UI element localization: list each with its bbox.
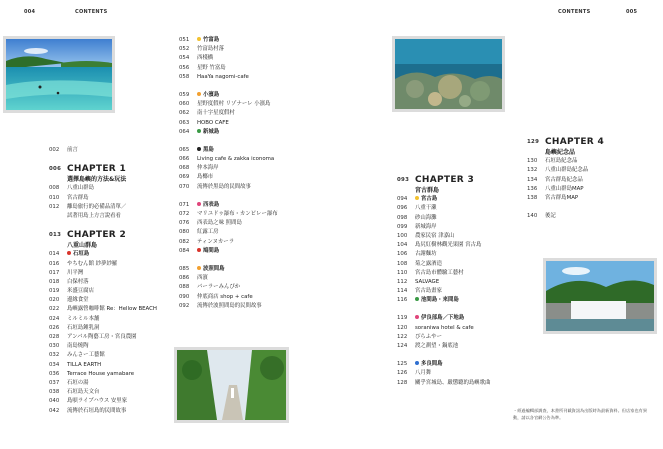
entry-title: 石垣島 <box>73 251 90 258</box>
entry-title: 石垣の湯 <box>67 379 89 386</box>
page-number: 062 <box>179 110 190 117</box>
page-number: 040 <box>49 398 60 405</box>
page-number: 096 <box>397 205 408 212</box>
page-number: 022 <box>49 306 60 313</box>
toc-entry[interactable] <box>397 260 537 269</box>
toc-entry[interactable] <box>179 128 309 137</box>
page-number: 130 <box>527 158 538 165</box>
toc-entry[interactable] <box>179 119 309 128</box>
page-number: 088 <box>179 284 190 291</box>
page-number: 016 <box>49 260 60 267</box>
entry-title: 西濱 <box>197 275 208 282</box>
page-number: 071 <box>179 201 190 208</box>
chapter-subtitle: 選擇島嶼的方法&玩法 <box>67 176 127 184</box>
page-number: 002 <box>49 147 60 153</box>
chapter-subtitle: 宮古群島 <box>415 187 440 194</box>
entry-title: 島尻紅樹林觀光果園 宮古島 <box>415 242 482 249</box>
toc-entry[interactable] <box>179 109 309 118</box>
page-number: 028 <box>49 334 60 340</box>
entry-title: 八重山群島 <box>67 185 94 192</box>
page-number: 064 <box>179 128 190 135</box>
page-number: 026 <box>49 324 60 331</box>
entry-title: 砂山海灘 <box>415 214 437 221</box>
page-number: 066 <box>179 156 190 163</box>
toc-entry[interactable] <box>397 324 537 333</box>
chapter-4-heading[interactable] <box>527 137 657 148</box>
entry-title: 星野度假村 リゾナーレ 小濱島 <box>197 101 271 108</box>
page-number: 120 <box>397 324 408 331</box>
toc-entry[interactable] <box>179 36 309 45</box>
chapter-subtitle: 八重山群島 <box>67 242 98 250</box>
entry-title: ティンヌカーラ <box>197 238 235 245</box>
toc-entry[interactable] <box>49 407 179 416</box>
page-number: 104 <box>397 242 408 249</box>
page-number: 128 <box>397 379 408 386</box>
page-number: 129 <box>527 139 540 145</box>
toc-entry[interactable] <box>49 203 179 212</box>
toc-entry[interactable] <box>397 195 537 204</box>
page-number: 060 <box>179 101 190 108</box>
toc-entry[interactable] <box>179 228 309 237</box>
page-number: 038 <box>49 389 60 396</box>
toc-entry[interactable] <box>179 183 309 192</box>
island-marker-icon <box>197 202 201 206</box>
island-marker-icon <box>67 251 71 255</box>
toc-entry[interactable] <box>49 342 179 351</box>
entry-title: 農家民宿 津嘉山 <box>415 232 455 239</box>
chapter-3-heading[interactable] <box>397 175 537 186</box>
left-header-title: CONTENTS <box>75 9 108 15</box>
page-number: 068 <box>179 165 190 172</box>
entry-title: 新城海岸 <box>415 223 437 230</box>
chapter-4-subtitle <box>527 148 657 157</box>
page-number: 110 <box>397 269 408 276</box>
entry-title: 黑島 <box>203 146 214 153</box>
waterfall-image <box>546 261 654 331</box>
page-number: 085 <box>179 265 190 272</box>
page-number: 134 <box>527 176 538 183</box>
entry-title: 多良間島 <box>421 361 443 368</box>
toc-entry[interactable] <box>179 54 309 63</box>
page-number: 092 <box>179 302 190 309</box>
page-number: 094 <box>397 196 408 203</box>
entry-title: 石垣島天文台 <box>67 389 100 396</box>
page-number: 019 <box>49 288 60 295</box>
page-number: 006 <box>49 166 62 173</box>
page-number: 082 <box>179 238 190 245</box>
entry-title: 紅露工房 <box>197 229 219 236</box>
entry-title: 仲本海岸 <box>197 165 219 172</box>
page-number: 098 <box>397 214 408 221</box>
island-marker-icon <box>197 92 201 96</box>
toc-entry[interactable] <box>49 361 179 370</box>
toc-entry[interactable] <box>49 379 179 388</box>
toc-entry[interactable] <box>527 194 657 203</box>
entry-title: 關乎宮城島、嚴懲聽的島嶼歌曲 <box>415 379 491 386</box>
page-number: 126 <box>397 370 408 377</box>
entry-title: Terrace House yamabare <box>67 370 135 377</box>
entry-title: 八重山群島MAP <box>545 185 584 192</box>
entry-title: Living cafe & zakka iconoma <box>197 156 275 163</box>
entry-title: 宮古島市體驗工藝村 <box>415 269 464 276</box>
toc-entry[interactable] <box>179 146 309 155</box>
toc-entry[interactable] <box>49 184 179 193</box>
entry-title: 流傳於石垣島的民間故事 <box>67 407 127 414</box>
entry-title: やちむん館 紗夢紗羅 <box>67 260 118 267</box>
toc-entry[interactable] <box>49 305 179 314</box>
left-page-number: 004 <box>24 9 36 15</box>
toc-entry[interactable] <box>397 369 537 378</box>
island-marker-icon <box>197 248 201 252</box>
page-number: 106 <box>397 251 408 258</box>
toc-entry[interactable] <box>179 45 309 54</box>
toc-entry[interactable] <box>49 296 179 305</box>
page-number: 052 <box>179 46 190 53</box>
right-header-title: CONTENTS <box>558 9 591 15</box>
page-number: 093 <box>397 177 410 183</box>
entry-title: 小濱島 <box>203 91 220 98</box>
toc-entry[interactable] <box>527 166 657 175</box>
toc-entry[interactable] <box>179 164 309 173</box>
toc-entry[interactable] <box>397 314 537 323</box>
toc-entry[interactable] <box>397 241 537 250</box>
entry-title: パーラーみんぴか <box>197 284 241 291</box>
entry-title: マリユドゥ瀑布・カンピレー瀑布 <box>197 211 278 217</box>
toc-entry[interactable] <box>49 287 179 296</box>
page-number: 090 <box>179 293 190 300</box>
toc-entry[interactable] <box>397 379 537 388</box>
entry-title: 島嶼露營咖啡館 Re：Hellow BEACH <box>67 306 157 313</box>
toc-entry[interactable] <box>179 201 309 210</box>
toc-entry[interactable] <box>397 223 537 232</box>
coral-image <box>395 39 502 109</box>
toc-entry[interactable] <box>49 397 179 406</box>
page-number: 132 <box>527 167 538 174</box>
chapter-title: CHAPTER 3 <box>415 175 475 185</box>
beach-photo <box>3 36 115 113</box>
toc-entry[interactable] <box>397 250 537 259</box>
toc-entry[interactable] <box>527 185 657 194</box>
toc-entry[interactable] <box>527 157 657 166</box>
page-number: 012 <box>49 203 60 210</box>
page-number: 114 <box>397 288 408 295</box>
island-marker-icon <box>197 266 201 270</box>
entry-title: 西表島 <box>203 201 220 208</box>
toc-entry[interactable] <box>179 64 309 73</box>
chapter-subtitle: 島嶼紀念品 <box>545 149 576 156</box>
toc-entry[interactable] <box>179 155 309 164</box>
entry-title: 宮古島 <box>421 196 438 203</box>
toc-entry[interactable] <box>179 274 309 283</box>
chapter-2-subtitle <box>49 241 179 250</box>
page-number: 024 <box>49 315 60 322</box>
toc-entry[interactable] <box>179 73 309 82</box>
toc-entry[interactable] <box>49 315 179 324</box>
entry-title: 石垣島紀念品 <box>545 158 578 165</box>
entry-title: 後記 <box>545 213 556 220</box>
toc-entry[interactable] <box>397 204 537 213</box>
toc-entry[interactable] <box>179 100 309 109</box>
toc-entry[interactable] <box>49 324 179 333</box>
page-number: 070 <box>179 183 190 190</box>
page-number: 086 <box>179 275 190 282</box>
toc-entry[interactable] <box>397 269 537 278</box>
garden-path-photo <box>174 347 289 423</box>
toc-entry[interactable] <box>179 293 309 302</box>
page-number: 018 <box>49 278 60 285</box>
page-number: 020 <box>49 297 60 304</box>
toc-entry[interactable] <box>49 351 179 360</box>
island-marker-icon <box>197 129 201 133</box>
entry-title: 竹富島村落 <box>197 46 224 53</box>
toc-column-1 <box>49 146 179 416</box>
entry-title: TILLA EARTH <box>67 361 102 368</box>
toc-entry[interactable] <box>397 333 537 342</box>
chapter-3-subtitle <box>397 186 537 195</box>
page-number: 037 <box>49 379 60 386</box>
entry-title: 流傳於波照間島的民間故事 <box>197 302 262 309</box>
footnote: ・經過編輯部調查，本書所刊載資訊為出版時為最新資料。但店家也有異動，請以各官網公告為準。 <box>513 408 648 420</box>
waterfall-photo <box>543 258 657 334</box>
entry-title: 前言 <box>67 147 78 153</box>
entry-title: 宮古群島 <box>67 194 89 201</box>
island-marker-icon <box>197 147 201 151</box>
page-number: 054 <box>179 55 190 62</box>
entry-title: 島唄ライブハウス 安里家 <box>67 398 128 405</box>
entry-title: 八重山群島紀念品 <box>545 167 589 174</box>
coral-photo <box>392 36 505 112</box>
page-number: 080 <box>179 229 190 236</box>
toc-entry[interactable] <box>179 91 309 100</box>
toc-entry[interactable] <box>179 219 309 228</box>
entry-title: 離島旅行的必備品清單／ <box>67 203 127 210</box>
page-number: 036 <box>49 370 60 377</box>
toc-entry[interactable] <box>527 176 657 185</box>
entry-title: 菊之露酒造 <box>415 260 442 267</box>
toc-entry[interactable] <box>179 265 309 274</box>
page-number: 136 <box>527 185 538 192</box>
entry-title: 宮古島畫家 <box>415 288 442 295</box>
toc-entry[interactable] <box>179 173 309 182</box>
entry-title: みんさー工藝館 <box>67 352 105 359</box>
island-marker-icon <box>415 361 419 365</box>
toc-entry[interactable] <box>49 250 179 259</box>
toc-column-4 <box>527 137 657 221</box>
page-number: 032 <box>49 352 60 359</box>
page-number: 125 <box>397 361 408 368</box>
page-number: 059 <box>179 91 190 98</box>
page-number: 084 <box>179 247 190 254</box>
toc-entry[interactable] <box>397 287 537 296</box>
toc-entry[interactable] <box>527 212 657 221</box>
page-number: 063 <box>179 119 190 126</box>
entry-title: 古謝麵坊 <box>415 251 437 258</box>
entry-title: 西棧橋 <box>197 55 214 62</box>
toc-entry[interactable] <box>397 296 537 305</box>
entry-title: 川平灣 <box>67 269 84 276</box>
toc-entry[interactable] <box>179 283 309 292</box>
entry-title: 南十字星度假村 <box>197 110 235 117</box>
page-number <box>49 212 67 221</box>
chapter-title: CHAPTER 2 <box>67 230 127 241</box>
page-number: 058 <box>179 73 190 80</box>
page-number: 108 <box>397 260 408 267</box>
entry-title: 南島燒陶 <box>67 343 89 350</box>
entry-title: 島椰市 <box>197 174 214 181</box>
toc-column-3 <box>397 175 537 388</box>
toc-entry[interactable] <box>49 194 179 203</box>
island-marker-icon <box>415 196 419 200</box>
page-number: 116 <box>397 297 408 304</box>
page-number: 008 <box>49 185 60 192</box>
entry-title: 宮古群島MAP <box>545 194 579 201</box>
entry-title: 池間島・來間島 <box>421 297 459 304</box>
entry-title: 邊緣食堂 <box>67 297 89 304</box>
entry-title: 西表島之味 照間島 <box>197 220 242 227</box>
page-number: 065 <box>179 146 190 153</box>
toc-entry[interactable] <box>397 278 537 287</box>
entry-title: ミルミル本舗 <box>67 315 100 322</box>
entry-title: 波照間島 <box>203 265 225 272</box>
entry-title: 石垣島鍾乳洞 <box>67 324 100 331</box>
entry-title: 米盛豆腐店 <box>67 288 94 295</box>
entry-title: 八重干瀨 <box>415 205 437 212</box>
page-number: 014 <box>49 251 60 258</box>
entry-title: 竹富島 <box>203 37 220 43</box>
page-number: 124 <box>397 343 408 349</box>
page-number: 030 <box>49 343 60 350</box>
toc-entry[interactable] <box>49 269 179 278</box>
page-number: 112 <box>397 278 408 285</box>
entry-title: 鳩間島 <box>203 247 220 254</box>
entry-title: 八月舞 <box>415 370 432 377</box>
entry-title: 星野 竹富島 <box>197 64 226 71</box>
toc-entry[interactable] <box>397 360 537 369</box>
right-page-number: 005 <box>626 9 638 15</box>
beach-image <box>6 39 112 110</box>
toc-column-2 <box>179 36 309 311</box>
toc-entry[interactable] <box>49 388 179 397</box>
page-number: 100 <box>397 232 408 239</box>
toc-entry[interactable] <box>49 260 179 269</box>
toc-entry[interactable] <box>49 212 179 221</box>
island-marker-icon <box>415 297 419 301</box>
page-number: 119 <box>397 315 408 322</box>
toc-entry[interactable] <box>49 370 179 379</box>
page-number: 122 <box>397 333 408 340</box>
page-number: 010 <box>49 194 60 201</box>
entry-title: アンパル陶藝工房・宮良農園 <box>67 334 137 340</box>
garden-path-image <box>177 350 286 420</box>
page-number: 140 <box>527 213 538 220</box>
entry-title: 宮古群島紀念品 <box>545 176 583 183</box>
page-number: 013 <box>49 232 62 239</box>
page-number: 042 <box>49 407 60 414</box>
page-number: 051 <box>179 37 190 43</box>
page-number: 072 <box>179 211 190 217</box>
page-number: 076 <box>179 220 190 227</box>
entry-title: soraniwa hotel & cafe <box>415 324 474 331</box>
entry-title: 流傳於黑島的民間故事 <box>197 183 251 190</box>
chapter-1-subtitle <box>49 175 179 184</box>
island-marker-icon <box>415 315 419 319</box>
page-number: 099 <box>397 223 408 230</box>
toc-entry[interactable] <box>179 210 309 219</box>
page-number: 138 <box>527 194 538 201</box>
entry-title: 新城島 <box>203 128 220 135</box>
entry-title: HOBO CAFE <box>197 119 229 126</box>
page-number: 069 <box>179 174 190 181</box>
page-number: 017 <box>49 269 60 276</box>
toc-entry-intro[interactable] <box>49 146 179 155</box>
toc-entry[interactable] <box>397 342 537 351</box>
entry-title: 伊良部島／下地島 <box>421 315 465 322</box>
toc-entry[interactable] <box>397 232 537 241</box>
chapter-title: CHAPTER 1 <box>67 164 127 175</box>
toc-entry[interactable] <box>49 278 179 287</box>
entry-title: 白保村落 <box>67 278 89 285</box>
entry-title: ぴらふやー <box>415 333 442 340</box>
toc-entry[interactable] <box>179 302 309 311</box>
toc-entry[interactable] <box>179 247 309 256</box>
toc-entry[interactable] <box>49 333 179 342</box>
chapter-1-heading[interactable] <box>49 164 179 175</box>
island-marker-icon <box>197 37 201 41</box>
entry-title: 渡之測望・鍋底池 <box>415 343 459 349</box>
chapter-2-heading[interactable] <box>49 230 179 241</box>
entry-title: 仲底商店 shop + cafe <box>197 293 253 300</box>
entry-title: SALVAGE <box>415 278 440 285</box>
toc-entry[interactable] <box>397 214 537 223</box>
entry-title: 試著用島上方言說看看 <box>67 212 121 219</box>
page-number: 056 <box>179 64 190 71</box>
entry-title: HaaYa nagomi-cafe <box>197 73 249 80</box>
page-number: 034 <box>49 361 60 368</box>
chapter-title: CHAPTER 4 <box>545 137 605 147</box>
toc-entry[interactable] <box>179 238 309 247</box>
